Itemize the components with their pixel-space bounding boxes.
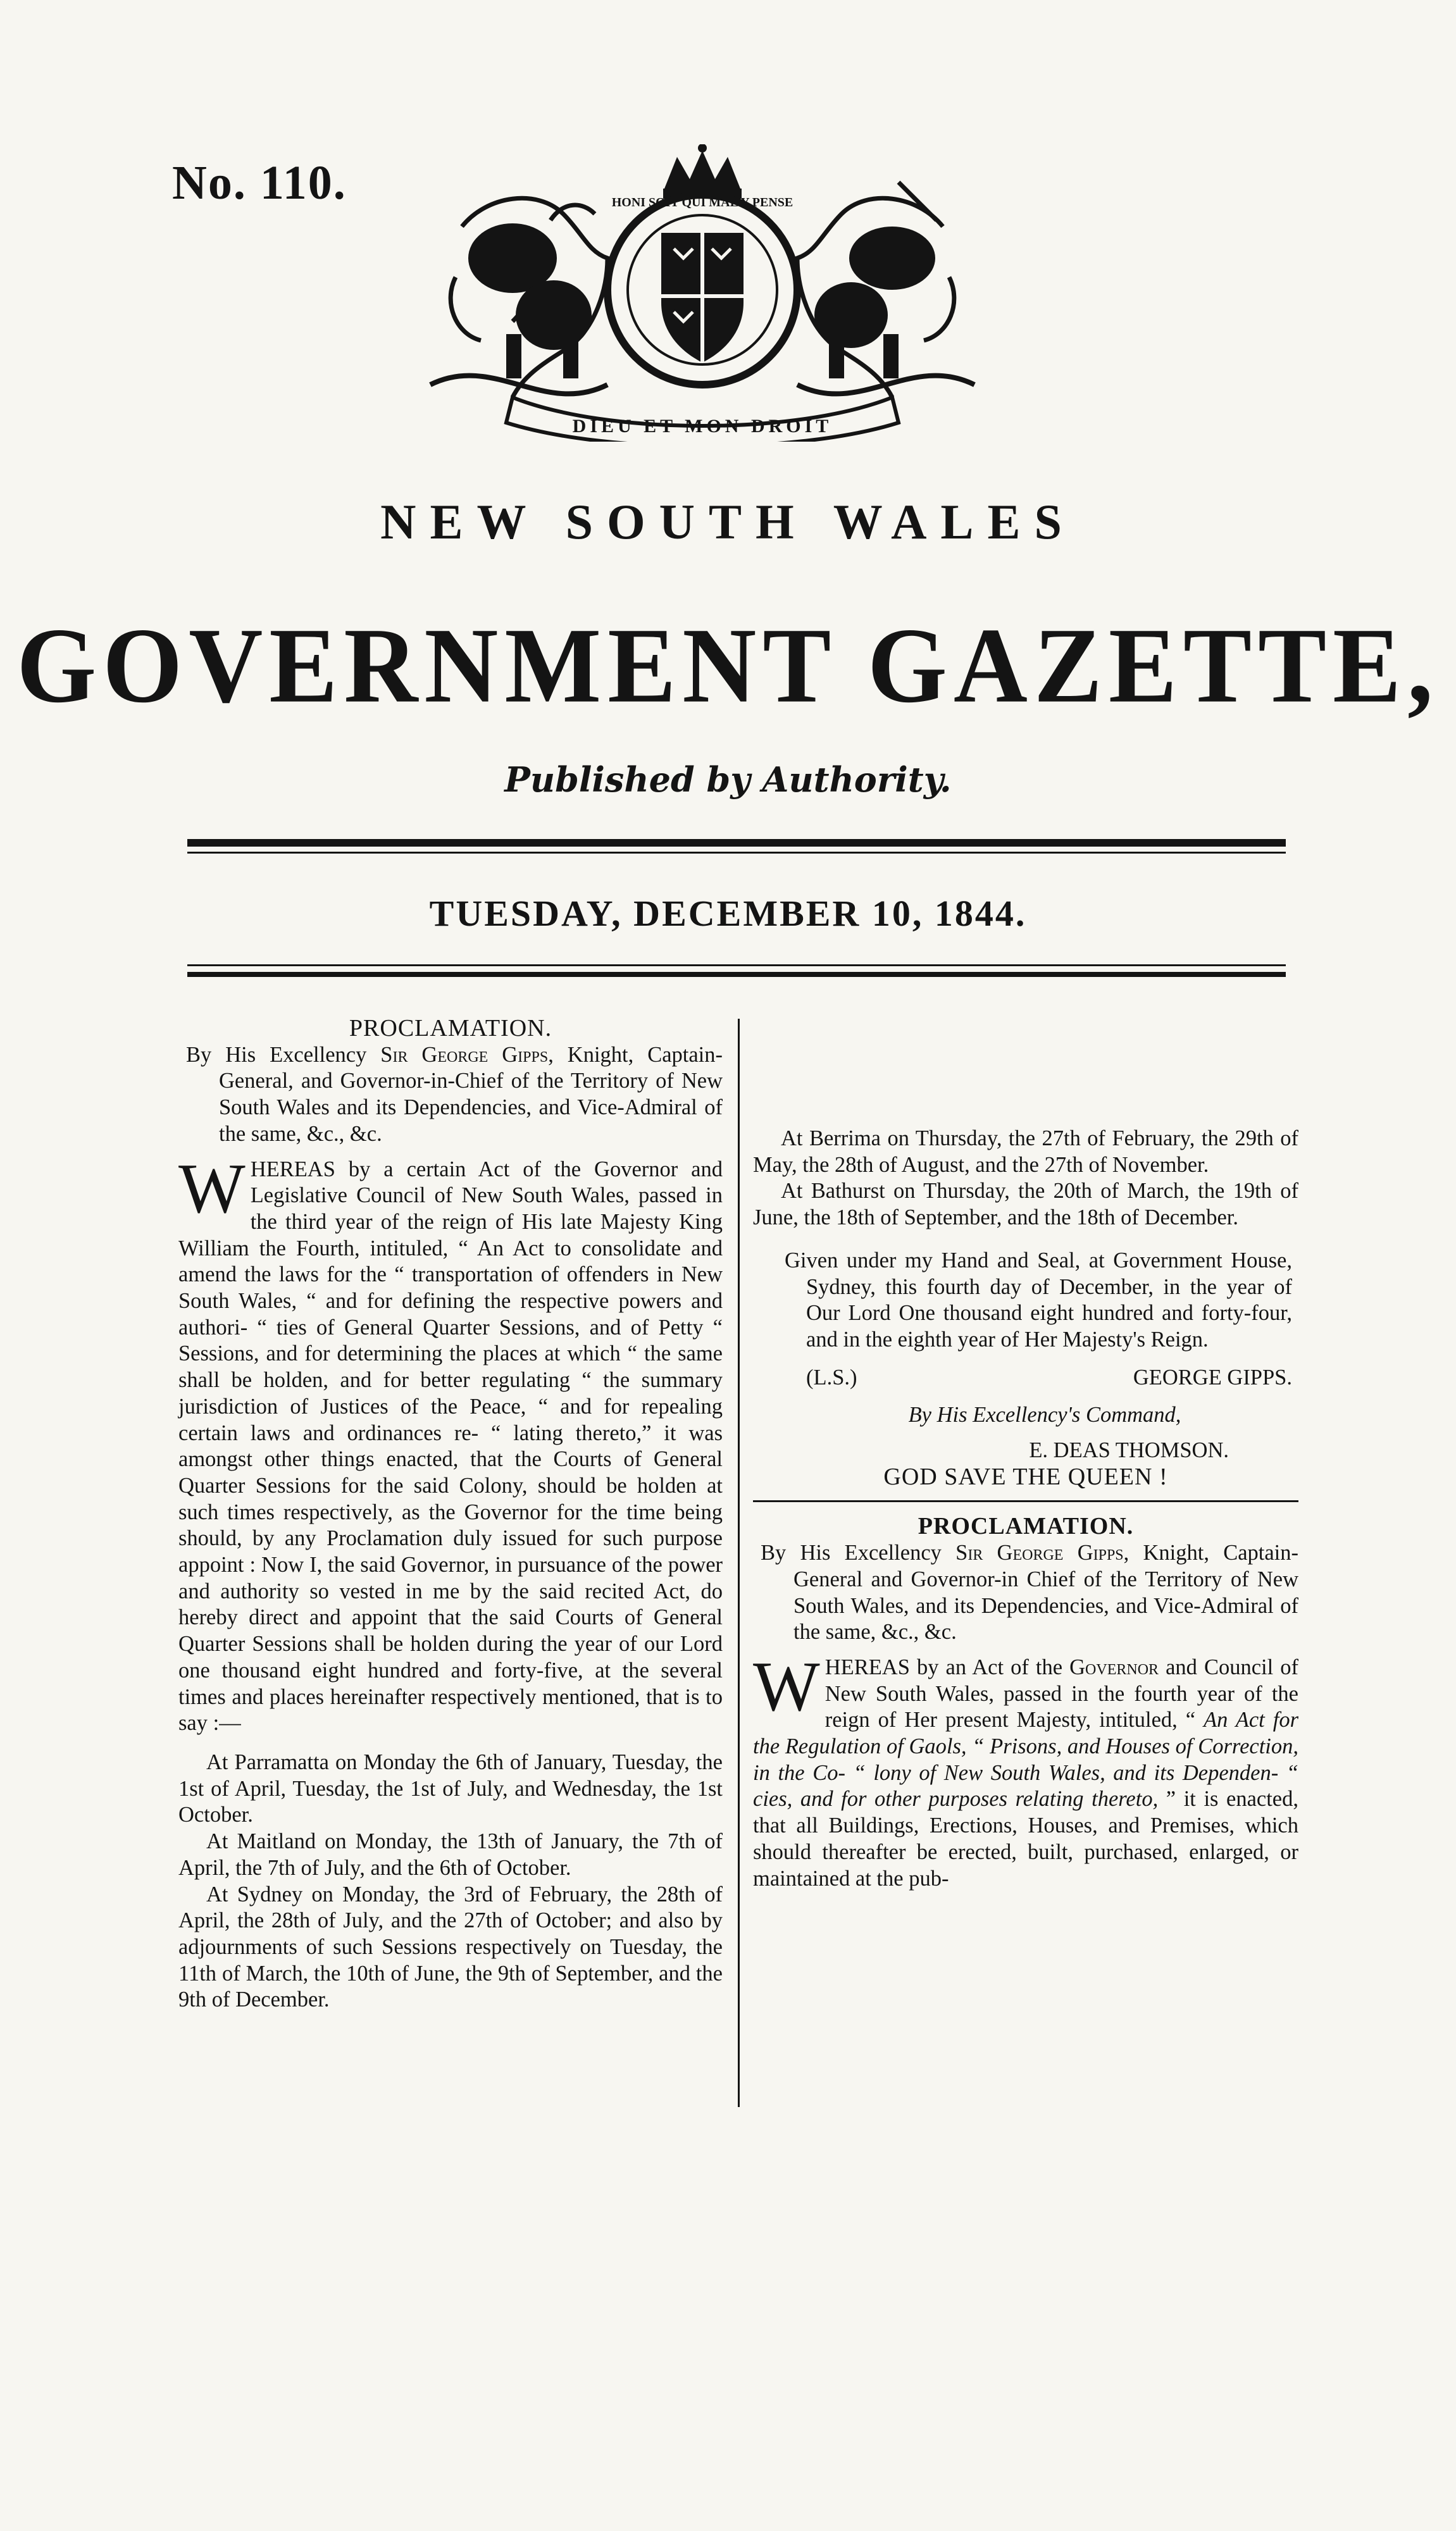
- governor-name: Sir George Gipps: [380, 1042, 549, 1067]
- gazette-number: No. 110.: [172, 156, 347, 209]
- whereas-paragraph-2: [753, 1647, 1298, 1892]
- column-right: [753, 1020, 1298, 1892]
- signature-line: [753, 1365, 1298, 1391]
- shield-icon: [607, 195, 797, 385]
- sessions-maitland: At Maitland on Monday, the 13th of January, the 7th of April, the 7th of July, and the 6th of October.: [178, 1829, 723, 1880]
- crown-icon: [663, 144, 742, 199]
- motto-ribbon: DIEU ET MON DROIT: [572, 416, 833, 437]
- proclamation-separator: [753, 1500, 1298, 1502]
- issue-date: TUESDAY, DECEMBER 10, 1844.: [429, 893, 1027, 934]
- preamble-lead: By His Excellency: [186, 1042, 381, 1067]
- column-divider: [738, 1019, 740, 2107]
- god-save-the-queen: GOD SAVE THE QUEEN !: [883, 1463, 1168, 1490]
- header-rule-thin: [187, 852, 1286, 854]
- governor-signature: GEORGE GIPPS.: [1133, 1365, 1292, 1390]
- whereas-governor: Governor: [1069, 1655, 1159, 1679]
- sessions-berrima: At Berrima on Thursday, the 27th of February, the 29th of May, the 28th of August, and the 27th of November.: [753, 1126, 1298, 1177]
- proclamation-preamble: [178, 1042, 723, 1148]
- column-left: [178, 1016, 723, 2013]
- whereas-text-2c: ” it is enacted, that all Buildings, Erections, Houses, and Premises, which should thereafter be erected, built, purchased, enlarged, or maintained at the pub-: [753, 1787, 1298, 1891]
- sessions-sydney: At Sydney on Monday, the 3rd of February, the 28th of April, the 28th of July, and the 27th of October; and also by adjournments of such Sessions respectively on Tuesday, the 11th of March, the 10th of June, the 9th of September, and the 9th of December.: [178, 1882, 723, 2012]
- whereas-text: HEREAS by a certain Act of the Governor and Legislative Council of New South Wales, passed in the third year of the reign of His late Majesty King William the Fourth, intituled, “ An Act to consolidate and amend the laws for the “ transportation of offenders in New South Wales, “ and for defining the respective powers and authori- “ ties of General Quarter Sessions, and of Petty “ Sessions, and for determining the places at which “ the same shall be holden, and for better regulating “ the summary jurisdiction of Justices of the Peace, “ and for repealing certain laws and ordinances re- “ lating thereto,” it was amongst other things enacted, that the Courts of General Quarter Sessions for the said Colony, should be holden at such times respectively, as the Governor for the time being should, by any Proclamation duly issued for such purpose appoint : Now I, the said Governor, in pursuance of the power and authority so vested in me by the said recited Act, do hereby direct and appoint that the said Courts of General Quarter Sessions shall be holden during the year of our Lord one thousand eight hundred and forty-five, at the several times and places hereinafter respectively mentioned, that is to say :—: [178, 1157, 723, 1736]
- preamble-titles: , Knight, Captain-General, and Governor-in-Chief of the Territory of New South Wales and its Dependencies, and Vice-Admiral of the same, &c., &c.: [219, 1042, 723, 1146]
- sessions-bathurst: At Bathurst on Thursday, the 20th of March, the 19th of June, the 18th of September, and the 18th of December.: [753, 1179, 1298, 1230]
- unicorn-icon: [797, 182, 954, 397]
- published-by-authority: Published by Authority.: [504, 759, 952, 800]
- date-rule-thin: [187, 964, 1286, 966]
- governor-name-2: Sir George Gipps: [955, 1541, 1124, 1565]
- date-rule-thick: [187, 972, 1286, 977]
- by-command: By His Excellency's Command,: [908, 1403, 1181, 1427]
- given-text: Given under my Hand and Seal, at Government House, Sydney, this fourth day of December, in the year of Our Lord One thousand eight hundred and forty-four, and in the eighth year of Her Majesty's Reign.: [785, 1248, 1292, 1352]
- preamble-titles-2: , Knight, Captain-General and Governor-in Chief of the Territory of New South Wales, and its Dependencies, and Vice-Admiral of the same, &c., &c.: [793, 1541, 1299, 1645]
- colonial-secretary: E. DEAS THOMSON.: [1029, 1438, 1229, 1463]
- royal-coat-of-arms-icon: [418, 144, 987, 442]
- whereas-text-2b: and Council of New South Wales, passed in the fourth year of the reign of Her present Majesty, intituled, “: [824, 1655, 1298, 1732]
- sydney-continuation-spacer: [753, 1020, 1298, 1126]
- given-under-hand: [753, 1248, 1298, 1353]
- title-new-south-wales: NEW SOUTH WALES: [380, 494, 1076, 549]
- drop-cap-2: W: [753, 1647, 820, 1726]
- proclamation-heading: PROCLAMATION.: [349, 1015, 552, 1042]
- garter-motto: HONI SOIT QUI MAL Y PENSE: [611, 196, 793, 209]
- title-government-gazette: GOVERNMENT GAZETTE,: [16, 606, 1440, 726]
- sessions-parramatta: At Parramatta on Monday the 6th of January, Tuesday, the 1st of April, Tuesday, the 1st of July, and Wednesday, the 1st October.: [178, 1750, 723, 1827]
- proclamation-preamble-2: [753, 1540, 1298, 1646]
- seal-mark: (L.S.): [806, 1365, 857, 1390]
- act-title: An Act for the Regulation of Gaols, “ Prisons, and Houses of Correction, in the Co- “ lony of New South Wales, and its Dependen- “ cies, and for other purposes relating thereto,: [753, 1708, 1298, 1812]
- whereas-text-2a: HEREAS by an Act of the: [824, 1655, 1070, 1679]
- proclamation-heading-2: PROCLAMATION.: [918, 1513, 1134, 1540]
- preamble-lead-2: By His Excellency: [761, 1541, 956, 1565]
- drop-cap: W: [178, 1149, 246, 1228]
- header-rule-thick: [187, 839, 1286, 847]
- whereas-paragraph: [178, 1149, 723, 1737]
